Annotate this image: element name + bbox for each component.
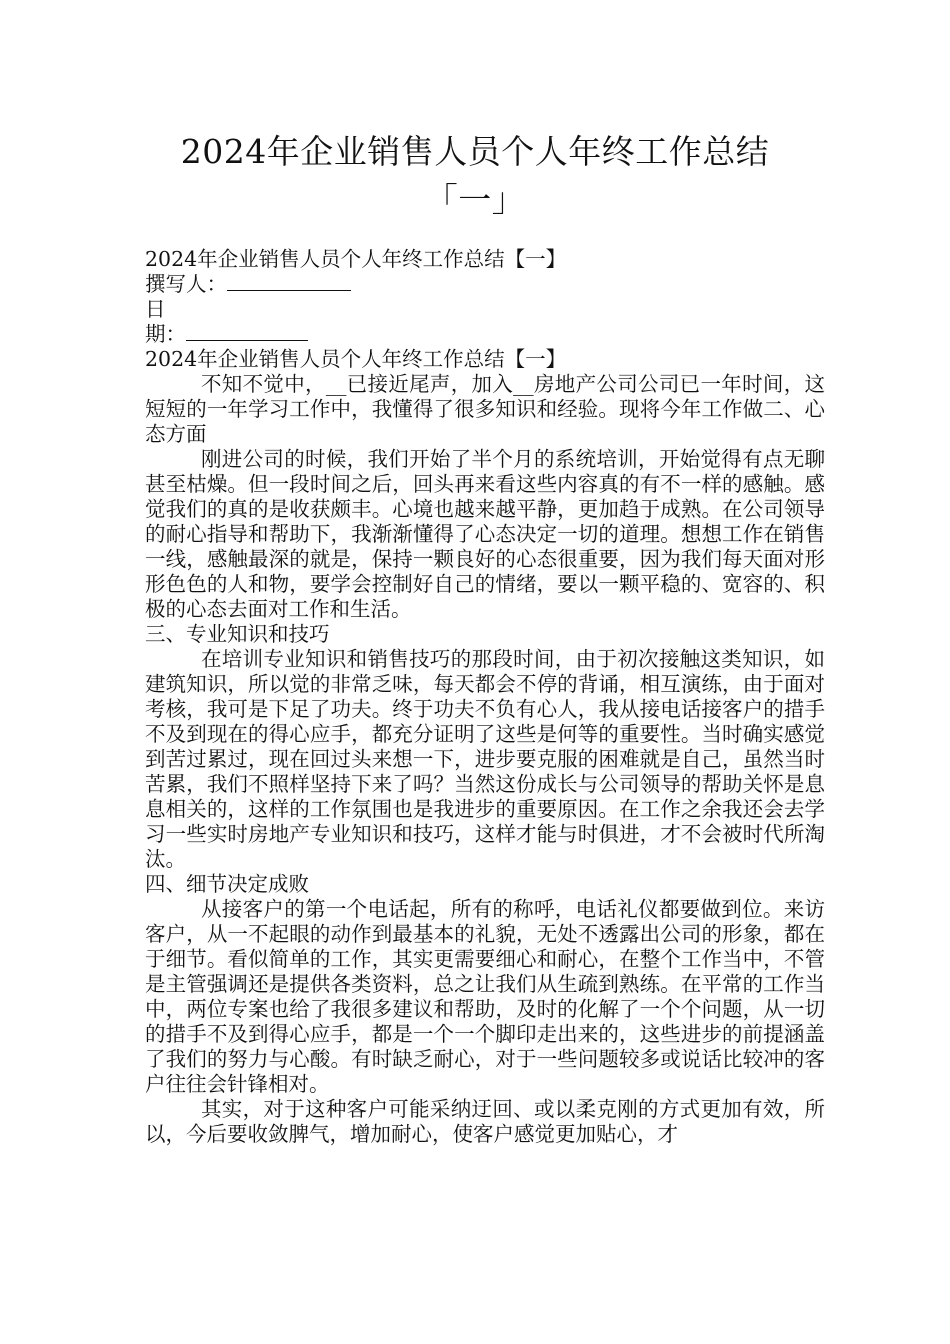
date-label: 期： <box>145 322 186 346</box>
paragraph-mindset: 刚进公司的时候，我们开始了半个月的系统培训，开始觉得有点无聊甚至枯燥。但一段时间之后，回头再来看这些内容真的有不一样的感触。感觉我们的真的是收获颇丰。心境也越来越平静，更加趋于成熟。在公司领导的耐心指导和帮助下，我渐渐懂得了心态决定一切的道理。想想工作在销售一线，感触最深的就是，保持一颗良好的心态很重要，因为我们每天面对形形色色的人和物，要学会控制好自己的情绪，要以一颗平稳的、宽容的、积极的心态去面对工作和生活。 <box>145 447 825 621</box>
paragraph-details: 从接客户的第一个电话起，所有的称呼，电话礼仪都要做到位。来访客户，从一不起眼的动作到最基本的礼貌，无处不透露出公司的形象，都在于细节。看似简单的工作，其实更需要细心和耐心，在整个工作当中，不管是主管强调还是提供各类资料，总之让我们从生疏到熟练。在平常的工作当中，两位专案也给了我很多建议和帮助，及时的化解了一个个问题，从一切的措手不及到得心应手，都是一个一个脚印走出来的，这些进步的前提涵盖了我们的努力与心酸。有时缺乏耐心，对于一些问题较多或说话比较冲的客户往往会针锋相对。 <box>145 897 825 1096</box>
author-label: 撰写人： <box>145 272 227 296</box>
section-heading-skills: 三、专业知识和技巧 <box>145 622 330 646</box>
paragraph-skills: 在培训专业知识和销售技巧的那段时间，由于初次接触这类知识，如建筑知识，所以觉的非常乏味，每天都会不停的背诵，相互演练，由于面对考核，我可是下足了功夫。终于功夫不负有心人，我从接电话接客户的措手不及到现在的得心应手，都充分证明了这些是何等的重要性。当时确实感觉到苦过累过，现在回过头来想一下，进步要克服的困难就是自己，虽然当时苦累，我们不照样坚持下来了吗？当然这份成长与公司领导的帮助关怀是息息相关的，这样的工作氛围也是我进步的重要原因。在工作之余我还会去学习一些实时房地产专业知识和技巧，这样才能与时俱进，才不会被时代所淘汰。 <box>145 647 825 871</box>
date-blank <box>186 322 308 341</box>
document-title: 2024年企业销售人员个人年终工作总结 <box>180 132 770 171</box>
section-heading-details: 四、细节决定成败 <box>145 872 309 896</box>
document-subtitle: 2024年企业销售人员个人年终工作总结【一】 <box>145 247 567 271</box>
author-blank <box>227 272 351 291</box>
document-title-suffix: 「一」 <box>424 180 526 219</box>
document-body <box>145 247 825 1147</box>
repeat-heading: 2024年企业销售人员个人年终工作总结【一】 <box>145 347 567 371</box>
author-line <box>145 272 825 297</box>
date-label-line-1: 日 <box>145 297 166 321</box>
date-line <box>145 322 825 347</box>
paragraph-intro: 不知不觉中，__已接近尾声，加入__房地产公司公司已一年时间，这短短的一年学习工作中，我懂得了很多知识和经验。现将今年工作做二、心态方面 <box>145 372 825 446</box>
paragraph-closing: 其实，对于这种客户可能采纳迂回、或以柔克刚的方式更加有效，所以，今后要收敛脾气，增加耐心，使客户感觉更加贴心，才 <box>145 1097 825 1146</box>
